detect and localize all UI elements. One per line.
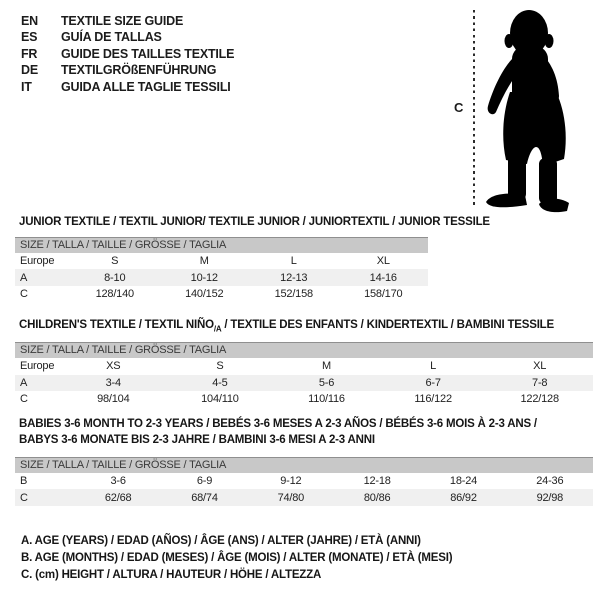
language-text: GUIDE DES TAILLES TEXTILE: [61, 46, 235, 61]
table-cell: 14-16: [369, 271, 397, 284]
table-cell: XL: [376, 255, 390, 268]
size-header-bar: SIZE / TALLA / TAILLE / GRÖSSE / TAGLIA: [15, 457, 593, 473]
measure-label-c: C: [454, 100, 464, 115]
table-cell: 86/92: [450, 491, 477, 504]
table-cell: 12-18: [363, 475, 391, 488]
table-cell: 7-8: [532, 376, 548, 389]
table-cell: 110/116: [308, 393, 345, 406]
table-cell: XS: [106, 360, 121, 373]
table-cell: 18-24: [449, 475, 478, 488]
table-cell: 6-7: [425, 376, 441, 389]
table-cell: 158/170: [364, 287, 403, 300]
table-cell: 128/140: [95, 287, 134, 300]
row-label: A: [20, 271, 28, 284]
row-label: C: [20, 393, 28, 406]
table-cell: 3-4: [105, 376, 121, 389]
row-label: B: [20, 475, 28, 488]
table-cell: 3-6: [110, 475, 126, 488]
table-cell: 62/68: [104, 491, 132, 504]
language-code: EN: [21, 14, 38, 28]
language-header: [21, 13, 234, 95]
row-label: Europe: [20, 255, 55, 268]
children-textile-table: [15, 319, 593, 407]
table-cell: 24-36: [536, 475, 564, 488]
table-cell: 98/104: [97, 393, 130, 406]
height-measure-figure: [440, 0, 600, 215]
table-cell: 68/74: [191, 491, 218, 504]
table-cell: 104/110: [201, 393, 239, 406]
table-row: [15, 375, 593, 391]
dotted-measure-line: [473, 10, 475, 207]
language-row: [21, 62, 234, 78]
table-title-line1: BABIES 3-6 MONTH TO 2-3 YEARS / BEBÉS 3-6 MESES A 2-3 AÑOS / BÉBÉS 3-6 MOIS À 2-3 ANS /: [19, 418, 537, 430]
table-cell: S: [216, 360, 224, 373]
table-cell: 116/122: [414, 393, 452, 406]
language-text: TEXTILE SIZE GUIDE: [61, 14, 184, 28]
table-row: [15, 253, 428, 269]
language-text: GUIDA ALLE TAGLIE TESSILI: [61, 79, 231, 94]
language-code: ES: [21, 30, 38, 45]
table-cell: 152/158: [274, 287, 313, 300]
table-cell: L: [430, 360, 437, 373]
row-label: C: [20, 491, 28, 504]
table-cell: 10-12: [190, 271, 218, 284]
language-row: [21, 46, 234, 62]
table-row: [15, 286, 428, 302]
table-cell: 140/152: [185, 287, 224, 300]
language-code: DE: [21, 63, 38, 78]
table-cell: M: [322, 360, 331, 373]
footnote-a: A. AGE (YEARS) / EDAD (AÑOS) / ÂGE (ANS) / ALTER (JAHRE) / ETÀ (ANNI): [21, 535, 421, 547]
footnote-c: C. (cm) HEIGHT / ALTURA / HAUTEUR / HÖHE / ALTEZZA: [21, 568, 322, 581]
language-text: TEXTILGRÖßENFÜHRUNG: [61, 63, 217, 78]
language-row: [21, 29, 234, 45]
language-row: [21, 13, 234, 29]
table-cell: 74/80: [277, 491, 305, 504]
language-code: FR: [21, 46, 38, 61]
table-cell: XL: [533, 360, 547, 373]
language-code: IT: [21, 79, 32, 94]
language-text: GUÍA DE TALLAS: [61, 30, 162, 45]
table-row: [15, 358, 593, 374]
row-label: C: [20, 287, 28, 300]
size-header-bar: SIZE / TALLA / TAILLE / GRÖSSE / TAGLIA: [15, 237, 428, 253]
table-title: CHILDREN'S TEXTILE / TEXTIL $NIÑO_{/A}$ / TEXTILE DES ENFANTS / KINDERTEXTIL / BAMBINI TESSILE: [19, 319, 554, 334]
table-cell: 8-10: [104, 271, 126, 284]
toddler-silhouette-icon: [482, 8, 582, 214]
table-title: JUNIOR TEXTILE / TEXTIL JUNIOR/ TEXTILE JUNIOR / JUNIORTEXTIL / JUNIOR TESSILE: [19, 216, 490, 228]
table-cell: 4-5: [212, 376, 228, 389]
footnote-b: B. AGE (MONTHS) / EDAD (MESES) / ÂGE (MOIS) / ALTER (MONATE) / ETÀ (MESI): [21, 551, 453, 564]
table-cell: L: [290, 255, 297, 268]
table-cell: 80/86: [363, 491, 391, 504]
table-cell: M: [199, 255, 209, 268]
size-header-bar: SIZE / TALLA / TAILLE / GRÖSSE / TAGLIA: [15, 342, 593, 358]
table-cell: 92/98: [536, 491, 564, 504]
table-row: [15, 489, 593, 505]
table-cell: 9-12: [280, 475, 302, 488]
row-label: A: [20, 376, 28, 389]
footnotes: [21, 533, 452, 583]
table-row: [15, 391, 593, 407]
table-cell: S: [111, 255, 119, 268]
babies-textile-table: [15, 416, 593, 506]
language-row: [21, 79, 234, 95]
table-title-line2: BABYS 3-6 MONATE BIS 2-3 JAHRE / BAMBINI 3-6 MESI A 2-3 ANNI: [19, 434, 375, 446]
table-cell: 12-13: [280, 271, 308, 284]
table-row: [15, 269, 428, 285]
row-label: Europe: [20, 360, 55, 373]
junior-textile-table: [15, 216, 490, 302]
table-cell: 122/128: [520, 393, 559, 406]
table-cell: 5-6: [318, 376, 335, 389]
table-row: [15, 473, 593, 489]
table-cell: 6-9: [196, 475, 213, 488]
